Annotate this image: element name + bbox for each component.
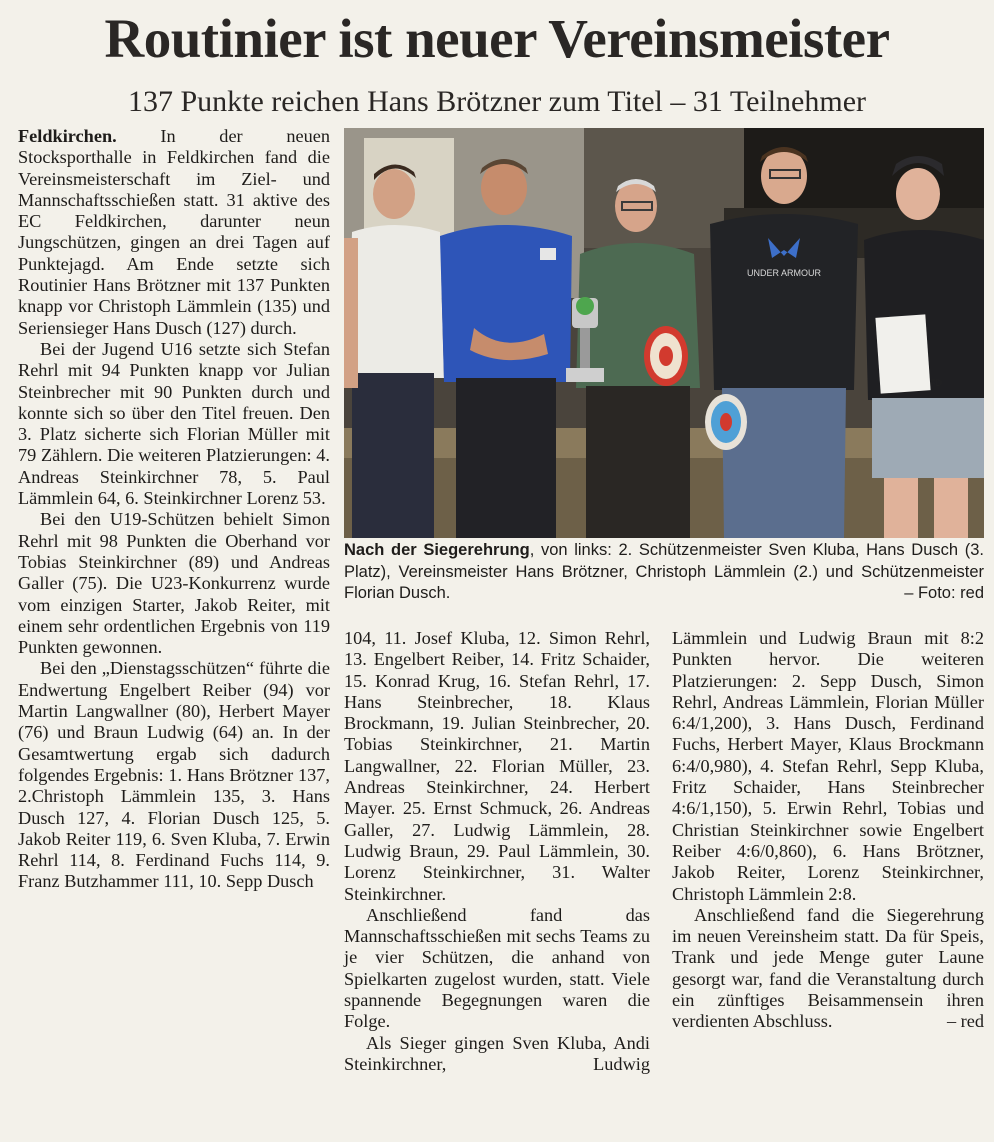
article-column-2: [344, 628, 650, 1075]
paragraph: Anschließend fand das Mannschaftsschießen mit sechs Teams zu je vier Schützen, die anhand von Spielkarten zugelost wurden, statt. Viele spannende Begegnungen waren die Folge.: [344, 904, 650, 1032]
target-disc-icon: [644, 326, 688, 386]
dateline: Feldkirchen.: [18, 126, 117, 146]
paragraph: Lämmlein und Ludwig Braun mit 8:2 Punkten hervor. Die weiteren Platzierungen: 2. Sepp Dusch, Simon Rehrl, Andreas Lämmlein, Florian Müller 6:4/1,200), 3. Hans Dusch, Ferdinand Fuchs, Herbert Mayer, Klaus Brockmann 6:4/0,980), 4. Stefan Rehrl, Sepp Kluba, Fritz Schaider, Hans Steinbrecher 4:6/1,150), 5. Erwin Rehrl, Tobias und Christian Steinkirchner sowie Engelbert Reiber 4:6/0,860), 6. Hans Brötzner, Jakob Reiter, Lorenz Steinkirchner, Christoph Lämmlein 2:8.: [672, 628, 984, 904]
headline: Routinier ist neuer Vereinsmeister: [104, 8, 890, 69]
article-column-1: [18, 126, 330, 893]
paragraph: Bei den „Dienstagsschützen“ führte die Endwertung Engelbert Reiber (94) vor Martin Langwallner (80), Herbert Mayer (76) und Braun Ludwig (64) an. In der Gesamtwertung ergab sich dadurch folgendes Ergebnis: 1. Hans Brötzner 137, 2.Christoph Lämmlein 135, 3. Hans Dusch 127, 4. Florian Dusch 125, 5. Jakob Reiter 119, 6. Sven Kluba, 7. Erwin Rehrl 114, 8. Ferdinand Fuchs 114, 9. Franz Butzhammer 111, 10. Sepp Dusch: [18, 658, 330, 892]
caption-text: , von links: 2. Schützenmeister Sven Kluba, Hans Dusch (3. Platz), Vereinsmeister Hans Brötzner, Christoph Lämmlein (2.) und Schützenmeister Florian Dusch.: [344, 541, 984, 602]
paragraph: Bei den U19-Schützen behielt Simon Rehrl mit 98 Punkten die Oberhand vor Tobias Steinkirchner (89) und Andreas Galler (75). Die U23-Konkurrenz wurde vom einzigen Starter, Jakob Reiter, mit einem sehr ordentlichen Ergebnis von 119 Punkten gewonnen.: [18, 509, 330, 658]
shirt-logo-text: UNDER ARMOUR: [746, 268, 822, 278]
paragraph: Bei der Jugend U16 setzte sich Stefan Rehrl mit 94 Punkten knapp vor Julian Steinbrecher mit 90 Punkten durch und konnte sich so über den Titel freuen. Den 3. Platz sicherte sich Florian Müller mit 79 Zählern. Die weiteren Platzierungen: 4. Andreas Steinkirchner 78, 5. Paul Lämmlein 64, 6. Steinkirchner Lorenz 53.: [18, 338, 330, 509]
paragraph: Als Sieger gingen Sven Kluba, Andi Steinkirchner, Ludwig: [344, 1032, 650, 1074]
paragraph: Anschließend fand die Siegerehrung im neuen Vereinsheim statt. Da für Speis, Trank und jede Menge guter Laune gesorgt war, fand die Veranstaltung durch ein zünftiges Beisammensein ihren verdienten Abschluss. – red: [672, 904, 984, 1032]
paragraph: 104, 11. Josef Kluba, 12. Simon Rehrl, 13. Engelbert Reiber, 14. Fritz Schaider, 15. Konrad Krug, 16. Stefan Rehrl, 17. Hans Steinbrecher, 18. Klaus Brockmann, 19. Julian Steinbrecher, 20. Tobias Steinkirchner, 21. Martin Langwallner, 22. Florian Müller, 23. Andreas Steinkirchner, 24. Herbert Mayer. 25. Ernst Schmuck, 26. Andreas Galler, 27. Ludwig Lämmlein, 28. Ludwig Braun, 29. Paul Lämmlein, 30. Lorenz Steinkirchner, 31. Walter Steinkirchner.: [344, 628, 650, 904]
subheadline: 137 Punkte reichen Hans Brötzner zum Titel – 31 Teilnehmer: [127, 85, 867, 118]
article-column-3: [672, 628, 984, 1033]
photo-caption: [344, 540, 984, 605]
team-photo: [344, 128, 984, 538]
photo-credit: – Foto: red: [904, 584, 984, 602]
caption-lead: Nach der Siegerehrung: [344, 541, 530, 559]
author-credit: – red: [946, 1011, 984, 1032]
badge-text: FD: [930, 378, 942, 388]
paragraph: Feldkirchen. In der neuen Stocksporthalle in Feldkirchen fand die Vereinsmeisterschaft im Ziel- und Mannschaftsschießen statt. 31 aktive des EC Feldkirchen, darunter neun Jungschützen, gingen an drei Tagen auf Punktejagd. Am Ende setzte sich Routinier Hans Brötzner mit 137 Punkten knapp vor Christoph Lämmlein (135) und Seriensieger Hans Dusch (127) durch.: [18, 126, 330, 338]
target-disc-icon: [705, 394, 747, 450]
